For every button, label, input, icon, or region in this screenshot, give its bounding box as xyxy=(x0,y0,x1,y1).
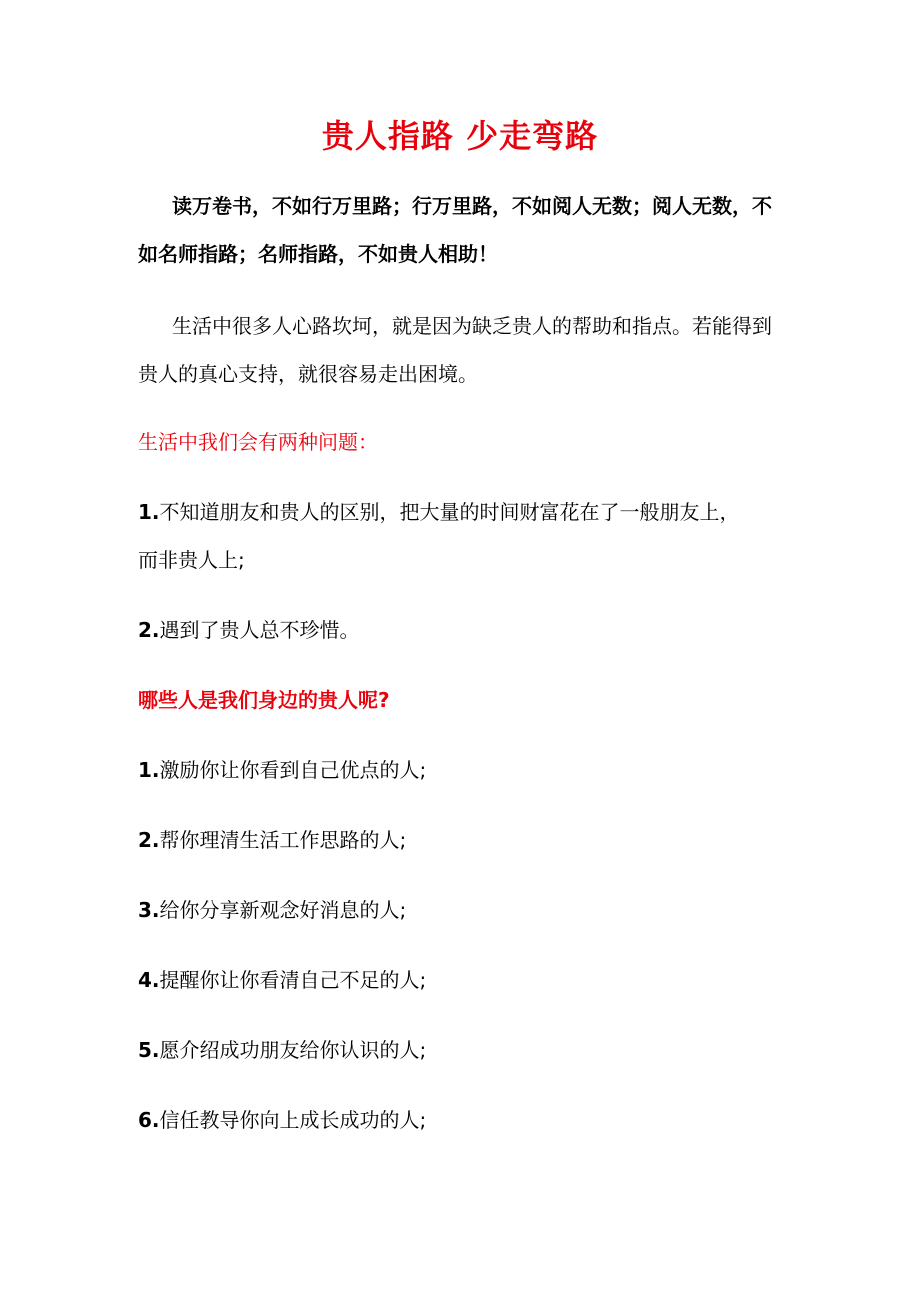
item-number: 3. xyxy=(138,898,160,922)
intro-bold-paragraph xyxy=(138,182,790,278)
section2-item-2 xyxy=(138,824,818,856)
item-number: 5. xyxy=(138,1038,160,1062)
section2-item-1 xyxy=(138,754,818,786)
item-text: 不知道朋友和贵人的区别，把大量的时间财富花在了一般朋友上， xyxy=(159,500,740,524)
section2-heading: 哪些人是我们身边的贵人呢? xyxy=(138,688,390,712)
section1-item-1-continued xyxy=(138,544,818,576)
item-text: 提醒你让你看清自己不足的人; xyxy=(159,968,427,992)
item-number: 2. xyxy=(138,618,160,642)
item-number: 4. xyxy=(138,968,160,992)
item-text: 给你分享新观念好消息的人; xyxy=(159,898,407,922)
section1-item-1 xyxy=(138,496,818,528)
section1-item-2 xyxy=(138,614,818,646)
item-text-continued: 而非贵人上; xyxy=(138,548,245,572)
item-number: 6. xyxy=(138,1108,160,1132)
intro-text: 生活中很多人心路坎坷，就是因为缺乏贵人的帮助和指点。若能得到贵人的真心支持，就很容易走出困境。 xyxy=(138,314,772,386)
section2-item-5 xyxy=(138,1034,818,1066)
section2-item-6 xyxy=(138,1104,818,1136)
item-text: 激励你让你看到自己优点的人; xyxy=(159,758,427,782)
item-number: 1. xyxy=(138,500,160,524)
intro-paragraph xyxy=(138,302,790,398)
item-text: 信任教导你向上成长成功的人; xyxy=(159,1108,427,1132)
item-text: 帮你理清生活工作思路的人; xyxy=(159,828,407,852)
intro-bold-text: 读万卷书，不如行万里路；行万里路，不如阅人无数；阅人无数，不如名师指路；名师指路，不如贵人相助！ xyxy=(138,194,772,266)
item-number: 1. xyxy=(138,758,160,782)
item-number: 2. xyxy=(138,828,160,852)
section2-item-4 xyxy=(138,964,818,996)
item-text: 遇到了贵人总不珍惜。 xyxy=(159,618,360,642)
document-title: 贵人指路 少走弯路 xyxy=(321,117,599,155)
section1-heading: 生活中我们会有两种问题： xyxy=(138,430,378,454)
item-text: 愿介绍成功朋友给你认识的人; xyxy=(159,1038,427,1062)
section2-item-3 xyxy=(138,894,818,926)
